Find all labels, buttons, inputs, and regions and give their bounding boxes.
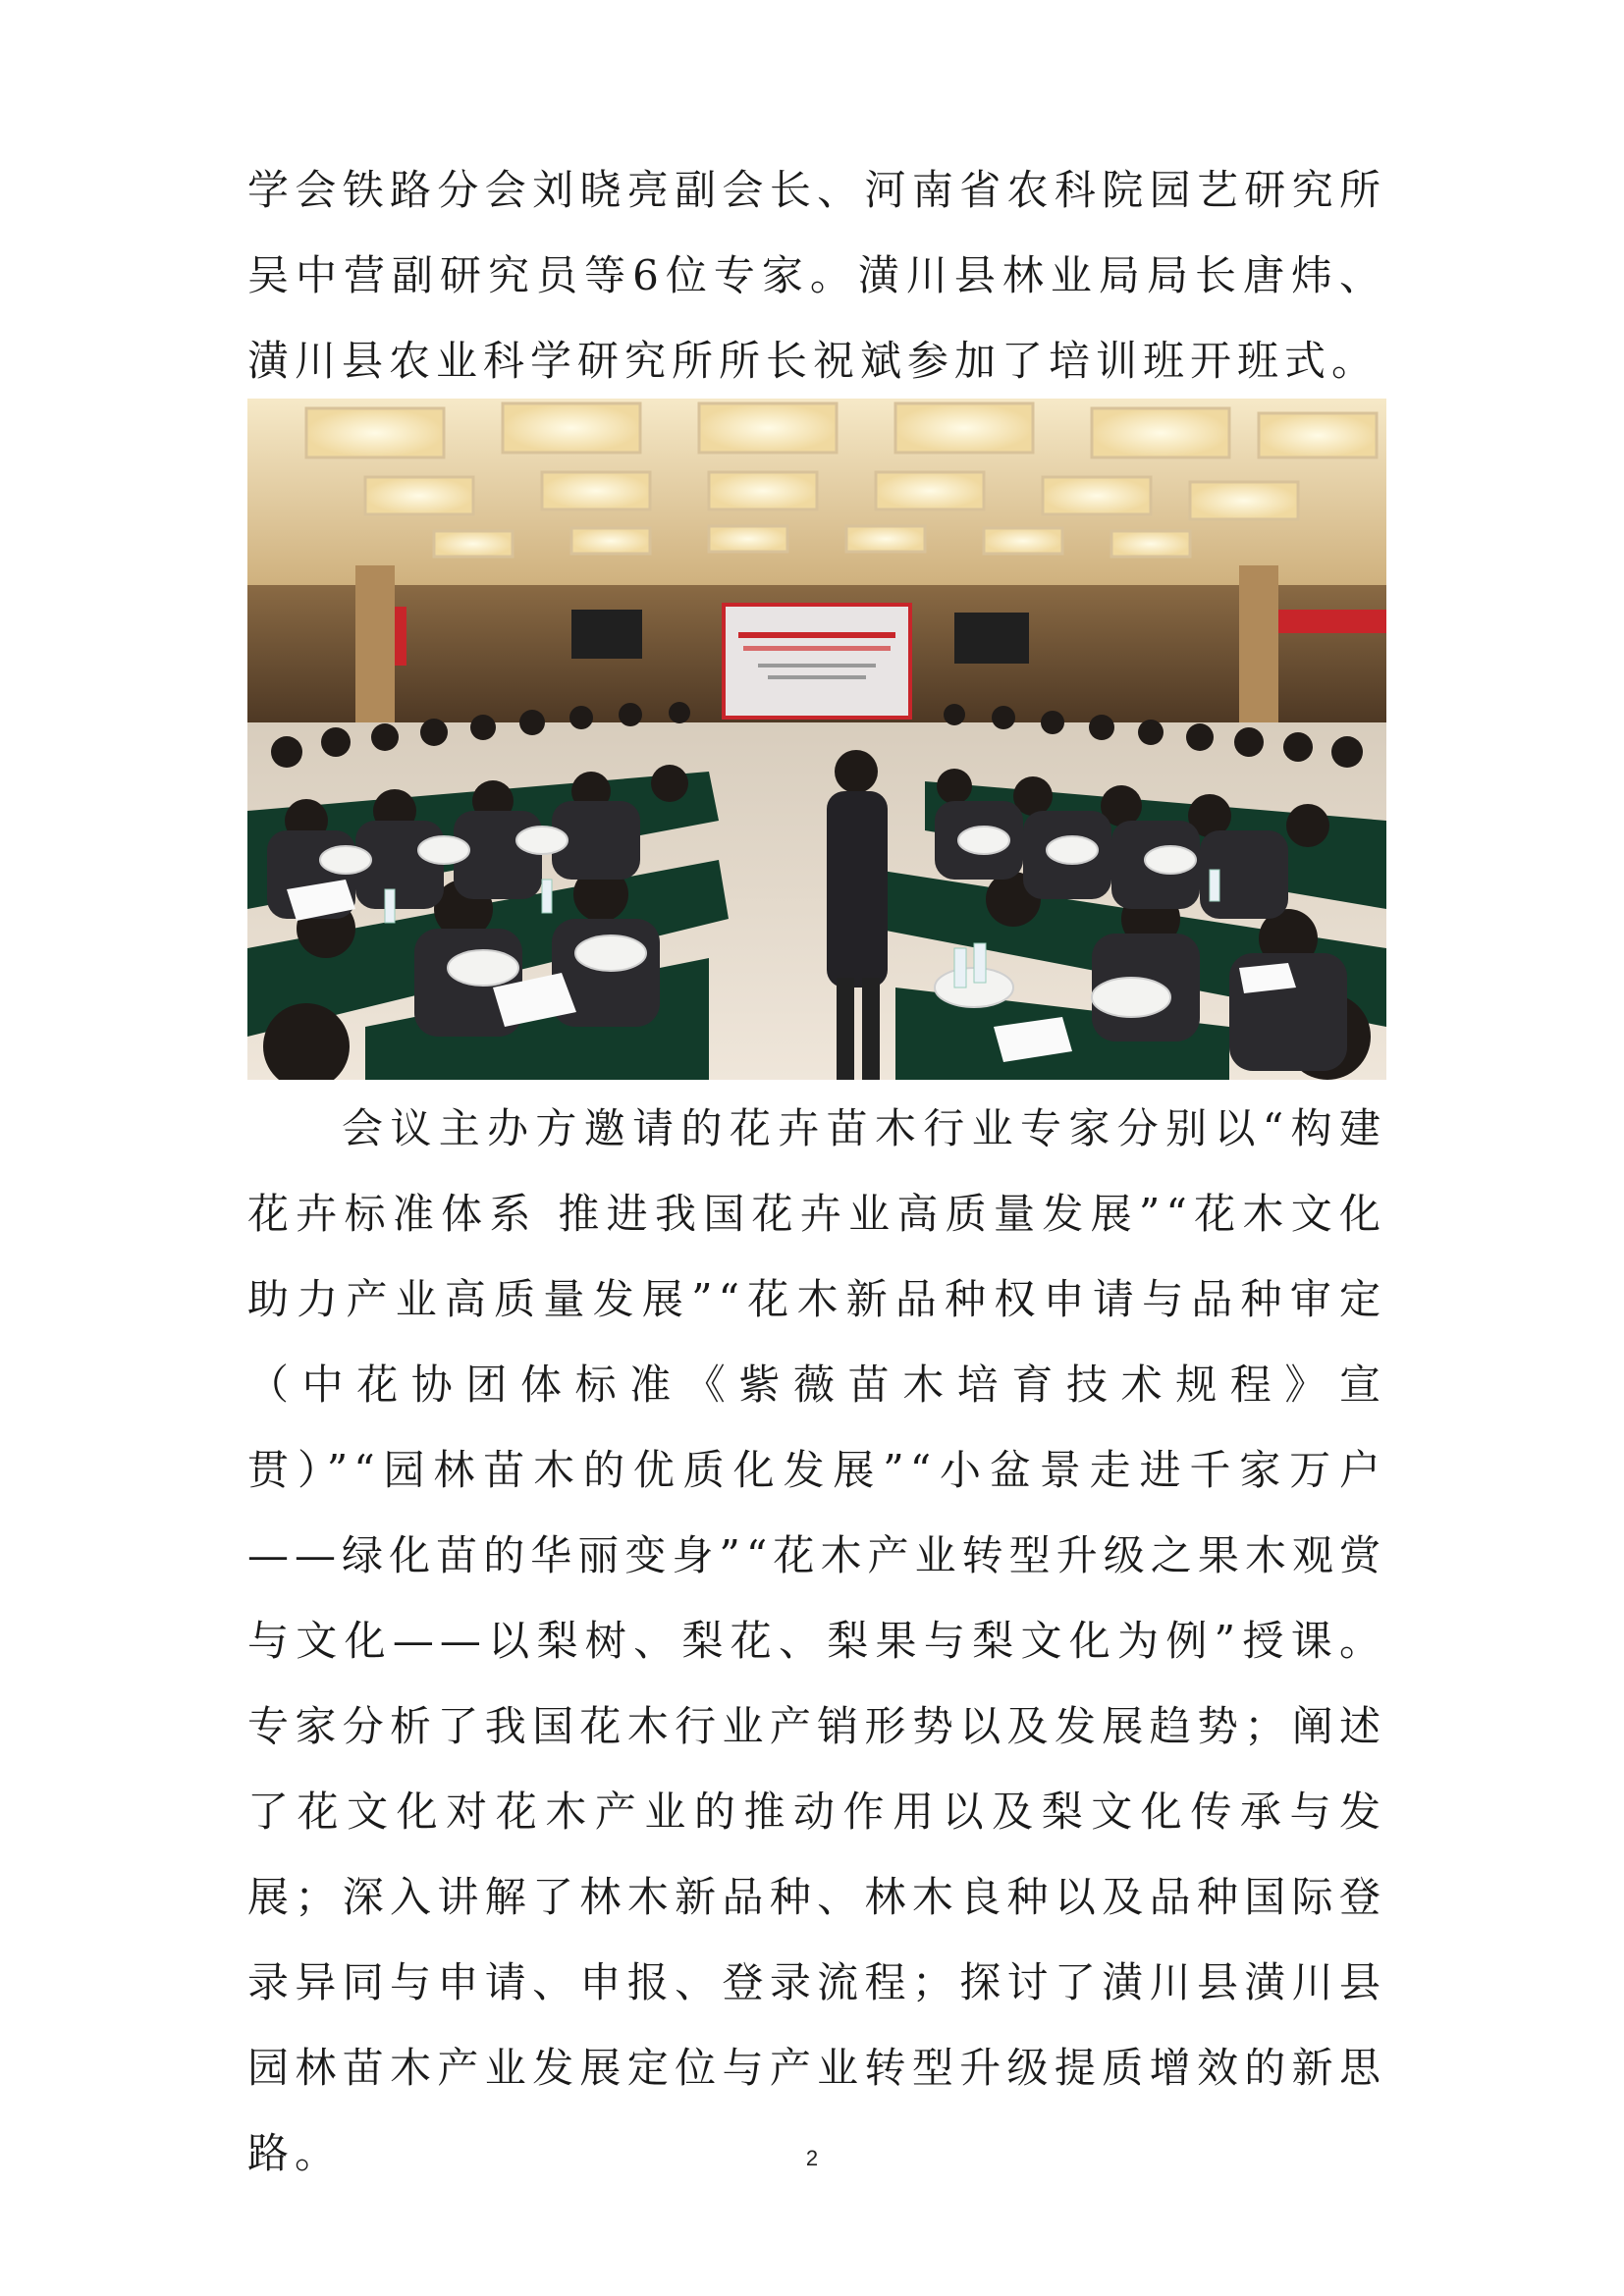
page-number: 2 xyxy=(805,2146,819,2170)
paragraph-lectures: 会议主办方邀请的花卉苗木行业专家分别以“构建花卉标准体系 推进我国花卉业高质量发展”“花木文化助力产业高质量发展”“花木新品种权申请与品种审定（中花协团体标准《紫薇苗木培育技术规程》宣贯）”“园林苗木的优质化发展”“小盆景走进千家万户——绿化苗的华丽变身”“花木产业转型升级之果木观赏与文化——以梨树、梨花、梨果与梨文化为例”授课。专家分析了我国花木行业产销形势以及发展趋势；阐述了花文化对花木产业的推动作用以及梨文化传承与发展；深入讲解了林木新品种、林木良种以及品种国际登录异同与申请、申报、登录流程；探讨了潢川县潢川县园林苗木产业发展定位与产业转型升级提质增效的新思路。 xyxy=(247,1104,1386,2177)
conference-photo xyxy=(247,399,1386,1080)
conference-hall-image xyxy=(247,399,1386,1080)
paragraph-experts: 学会铁路分会刘晓亮副会长、河南省农科院园艺研究所吴中营副研究员等6位专家。潢川县林业局局长唐炜、潢川县农业科学研究所所长祝斌参加了培训班开班式。 xyxy=(247,166,1386,385)
